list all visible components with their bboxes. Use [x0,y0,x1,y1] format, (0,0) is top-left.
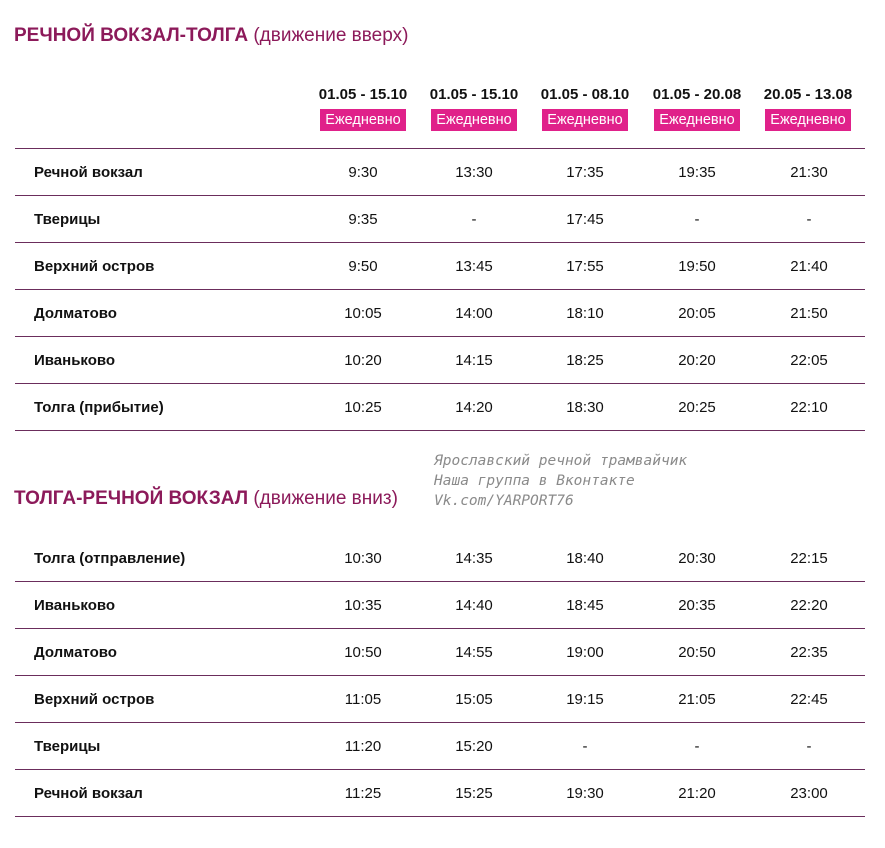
departure-time: 19:00 [529,629,641,676]
departure-time: 14:00 [419,290,529,337]
section-down-title [14,488,398,510]
departure-time: 22:10 [753,384,865,431]
departure-time: 17:45 [529,196,641,243]
frequency-badge: Ежедневно [654,109,739,131]
departure-time: - [641,723,753,770]
departure-time: 14:15 [419,337,529,384]
departure-time: 21:40 [753,243,865,290]
watermark-line-2: Наша группа в Вконтакте [434,473,635,489]
departure-time: 23:00 [753,770,865,817]
stop-name: Толга (отправление) [15,535,307,582]
frequency-badge: Ежедневно [431,109,516,131]
departure-time: 18:25 [529,337,641,384]
frequency-badge: Ежедневно [765,109,850,131]
timetable-down [15,535,865,817]
column-header [422,86,526,131]
departure-time: 10:25 [307,384,419,431]
departure-time: 22:15 [753,535,865,582]
departure-time: 11:05 [307,676,419,723]
table-row [15,676,865,723]
departure-time: 9:35 [307,196,419,243]
departure-time: - [641,196,753,243]
table-row [15,770,865,817]
departure-time: - [529,723,641,770]
departure-time: 20:20 [641,337,753,384]
departure-time: 20:50 [641,629,753,676]
departure-time: 15:25 [419,770,529,817]
column-dates: 01.05 - 15.10 [318,86,408,103]
departure-time: 19:15 [529,676,641,723]
frequency-badge: Ежедневно [320,109,405,131]
departure-time: 9:50 [307,243,419,290]
stop-name: Верхний остров [15,243,307,290]
departure-time: 15:20 [419,723,529,770]
section-up-title-main: РЕЧНОЙ ВОКЗАЛ-ТОЛГА [14,25,249,46]
departure-time: 11:20 [307,723,419,770]
departure-time: 19:50 [641,243,753,290]
table-row [15,290,865,337]
table-row [15,196,865,243]
departure-time: 15:05 [419,676,529,723]
departure-time: 22:45 [753,676,865,723]
departure-time: 11:25 [307,770,419,817]
departure-time: 20:25 [641,384,753,431]
stop-name: Иваньково [15,337,307,384]
watermark-line-1: Ярославский речной трамвайчик [434,453,688,469]
section-up-title-sub: (движение вверх) [253,25,409,46]
watermark-line-3: Vk.com/YARPORT76 [434,493,574,509]
departure-time: 13:30 [419,149,529,196]
timetable-up [15,148,865,431]
column-dates: 01.05 - 20.08 [652,86,742,103]
column-dates: 01.05 - 08.10 [540,86,630,103]
departure-time: 17:35 [529,149,641,196]
section-down-title-sub: (движение вниз) [253,488,398,509]
departure-time: 22:05 [753,337,865,384]
stop-name: Долматово [15,290,307,337]
stop-name: Долматово [15,629,307,676]
column-dates: 20.05 - 13.08 [763,86,853,103]
departure-time: 10:30 [307,535,419,582]
departure-time: 20:30 [641,535,753,582]
column-header [533,86,637,131]
departure-time: 18:40 [529,535,641,582]
departure-time: 22:20 [753,582,865,629]
departure-time: 18:30 [529,384,641,431]
table-row [15,337,865,384]
departure-time: 13:45 [419,243,529,290]
departure-time: 18:10 [529,290,641,337]
departure-time: 9:30 [307,149,419,196]
departure-time: 10:20 [307,337,419,384]
stop-name: Тверицы [15,196,307,243]
departure-time: 10:35 [307,582,419,629]
departure-time: 19:35 [641,149,753,196]
table-row [15,723,865,770]
departure-time: 21:20 [641,770,753,817]
table-row [15,149,865,196]
departure-time: - [753,196,865,243]
table-row [15,582,865,629]
departure-time: 17:55 [529,243,641,290]
column-headers [0,86,885,138]
table-row [15,243,865,290]
table-row [15,384,865,431]
column-header [756,86,860,131]
departure-time: 18:45 [529,582,641,629]
departure-time: - [753,723,865,770]
stop-name: Речной вокзал [15,770,307,817]
table-row [15,535,865,582]
departure-time: 14:55 [419,629,529,676]
departure-time: 21:50 [753,290,865,337]
departure-time: 10:05 [307,290,419,337]
stop-name: Толга (прибытие) [15,384,307,431]
departure-time: 20:35 [641,582,753,629]
departure-time: 21:30 [753,149,865,196]
departure-time: 19:30 [529,770,641,817]
departure-time: 20:05 [641,290,753,337]
stop-name: Тверицы [15,723,307,770]
departure-time: - [419,196,529,243]
departure-time: 10:50 [307,629,419,676]
section-up-title [14,25,408,47]
column-dates: 01.05 - 15.10 [429,86,519,103]
stop-name: Речной вокзал [15,149,307,196]
departure-time: 14:35 [419,535,529,582]
departure-time: 22:35 [753,629,865,676]
departure-time: 14:40 [419,582,529,629]
frequency-badge: Ежедневно [542,109,627,131]
watermark [434,451,687,511]
column-header [645,86,749,131]
stop-name: Иваньково [15,582,307,629]
table-row [15,629,865,676]
stop-name: Верхний остров [15,676,307,723]
departure-time: 21:05 [641,676,753,723]
section-down-title-main: ТОЛГА-РЕЧНОЙ ВОКЗАЛ [14,488,249,509]
departure-time: 14:20 [419,384,529,431]
column-header [311,86,415,131]
